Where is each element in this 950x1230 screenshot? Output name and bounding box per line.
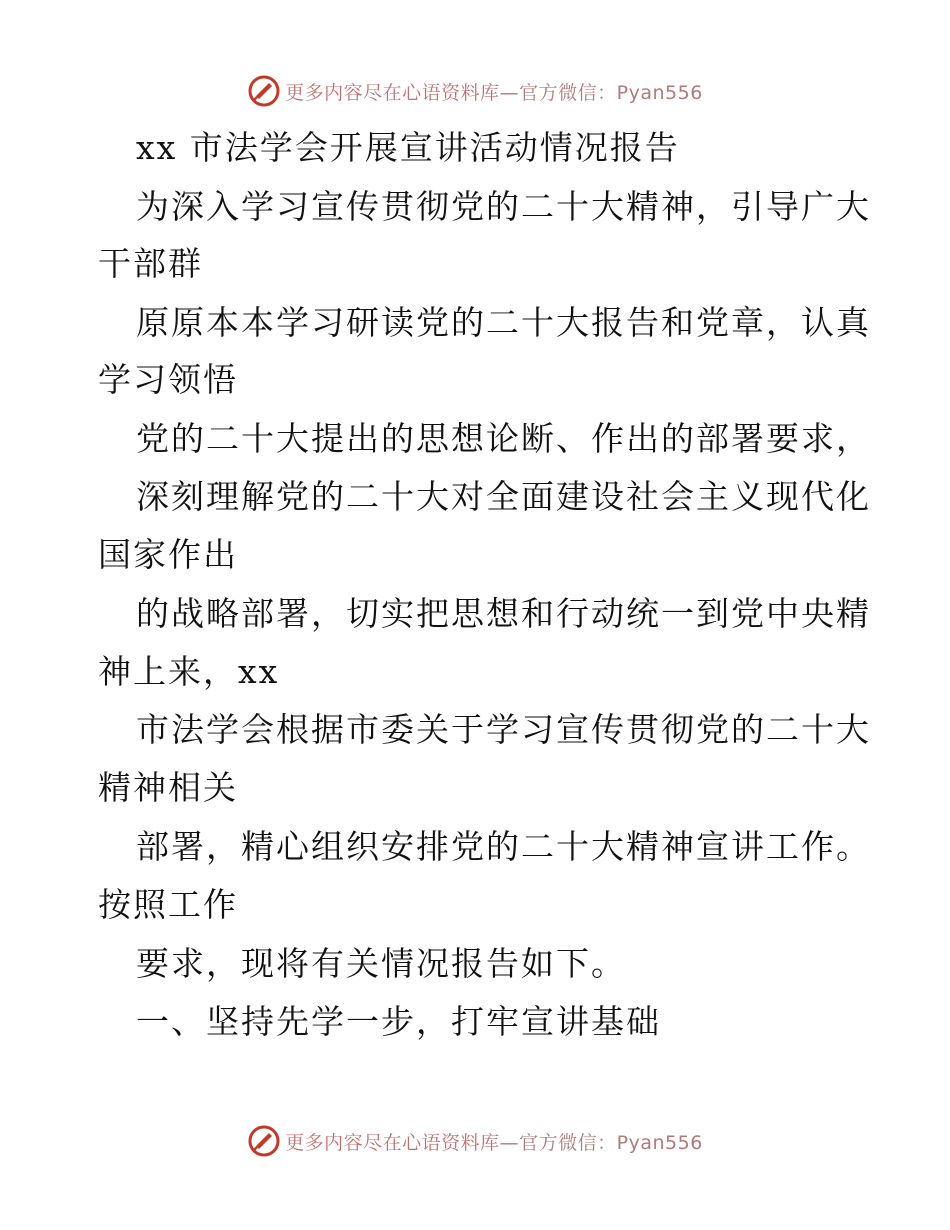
watermark-text: 更多内容尽在心语资料库—官方微信：Pyan556 [285,1131,703,1154]
paragraph-line: 学习领悟 [98,360,238,399]
logo-icon [247,74,281,108]
section-heading: 一、坚持先学一步，打牢宣讲基础 [136,1002,661,1041]
paragraph-line: 的战略部署，切实把思想和行动统一到党中央精 [136,594,871,633]
paragraph-line: 精神相关 [98,768,238,807]
paragraph-line: 部署，精心组织安排党的二十大精神宣讲工作。 [136,827,871,866]
logo-icon [247,1124,281,1158]
watermark-text: 更多内容尽在心语资料库—官方微信：Pyan556 [285,81,703,104]
document-title: xx 市法学会开展宣讲活动情况报告 [136,128,680,167]
watermark-header [0,71,950,111]
paragraph-line: 深刻理解党的二十大对全面建设社会主义现代化 [136,477,871,516]
watermark-footer [0,1121,950,1161]
paragraph-line: 原原本本学习研读党的二十大报告和党章，认真 [136,303,871,342]
paragraph-line: 为深入学习宣传贯彻党的二十大精神，引导广大 [136,187,871,226]
paragraph-line: 要求，现将有关情况报告如下。 [136,944,626,983]
paragraph-line: 干部群 [98,244,203,283]
paragraph-line: 按照工作 [98,885,238,924]
paragraph-line: 神上来，xx [98,652,280,691]
paragraph-line: 党的二十大提出的思想论断、作出的部署要求， [136,419,871,458]
paragraph-line: 国家作出 [98,535,238,574]
paragraph-line: 市法学会根据市委关于学习宣传贯彻党的二十大 [136,710,871,749]
